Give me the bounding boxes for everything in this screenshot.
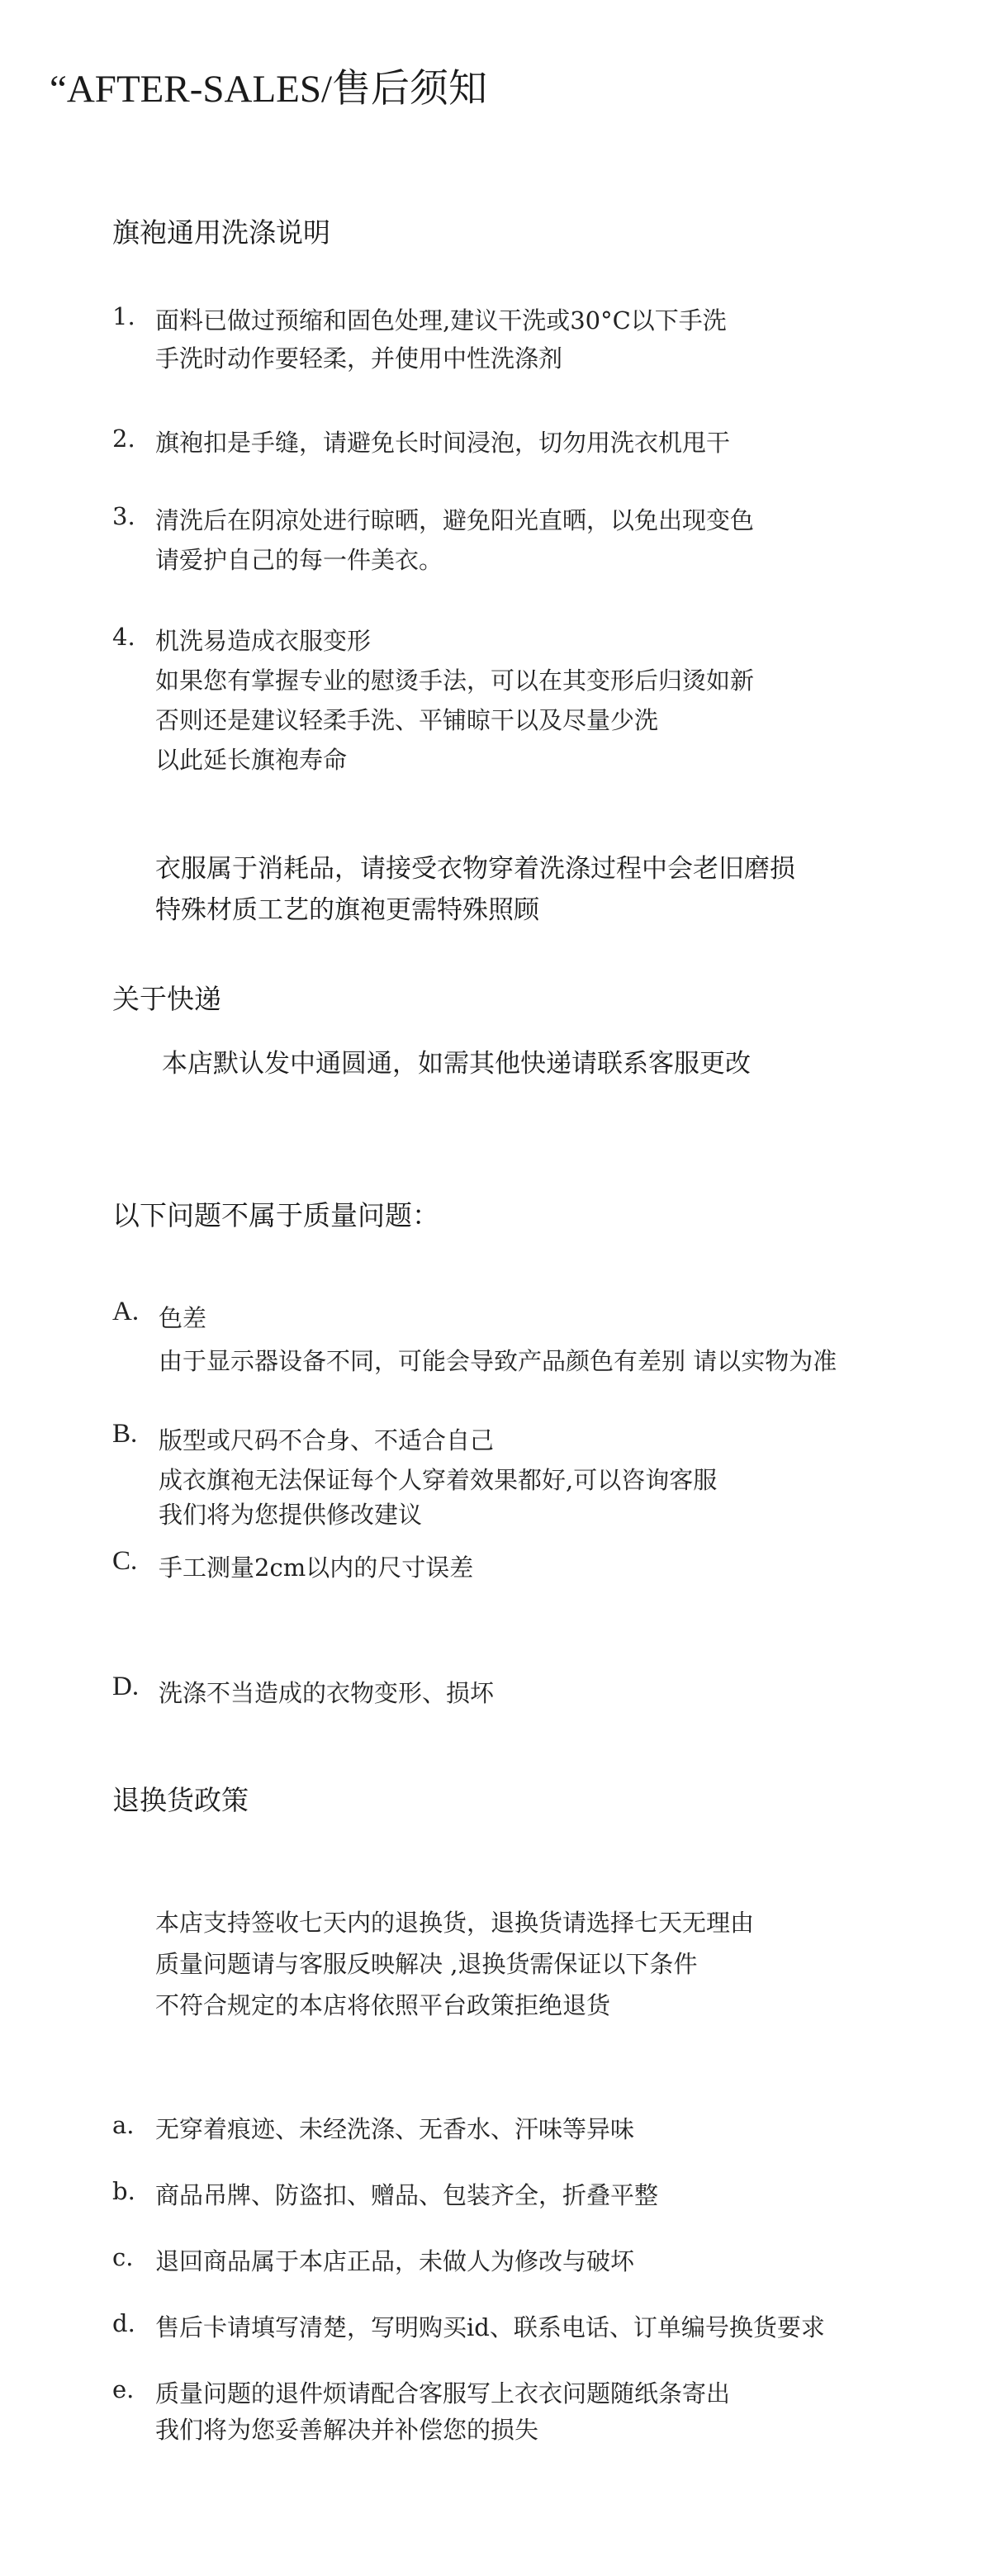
quality-item-d-label: 洗涤不当造成的衣物变形、损坏 [159, 1679, 495, 1707]
returns-item-d-letter: d. [112, 2309, 135, 2337]
page-title: “AFTER-SALES/售后须知 [50, 68, 488, 111]
washing-item-4-line-2: 如果您有掌握专业的慰烫手法，可以在其变形后归烫如新 [155, 667, 755, 695]
washing-note-line-2: 特殊材质工艺的旗袍更需特殊照顾 [155, 895, 539, 925]
washing-item-4-number: 4. [112, 623, 135, 651]
washing-note-line-1: 衣服属于消耗品，请接受衣物穿着洗涤过程中会老旧磨损 [155, 854, 795, 884]
returns-item-e-letter: e. [112, 2375, 135, 2403]
quality-item-a-line-1: 由于显示器设备不同，可能会导致产品颜色有差别 请以实物为准 [159, 1347, 837, 1375]
returns-intro-line-1: 本店支持签收七天内的退换货，退换货请选择七天无理由 [155, 1909, 755, 1937]
returns-item-d-line-1: 售后卡请填写清楚，写明购买id、联系电话、订单编号换货要求 [155, 2313, 825, 2341]
washing-item-4-line-1: 机洗易造成衣服变形 [155, 627, 372, 655]
washing-item-4-line-4: 以此延长旗袍寿命 [155, 746, 348, 774]
returns-item-c-letter: c. [112, 2243, 134, 2271]
returns-heading: 退换货政策 [112, 1784, 249, 1816]
returns-item-e-line-1: 质量问题的退件烦请配合客服写上衣衣问题随纸条寄出 [155, 2379, 731, 2408]
quality-item-a-label: 色差 [159, 1304, 207, 1332]
quality-item-b-line-1: 成衣旗袍无法保证每个人穿着效果都好,可以咨询客服 [159, 1466, 718, 1494]
quality-item-c-label: 手工测量2cm以内的尺寸误差 [159, 1554, 474, 1582]
returns-item-a-letter: a. [112, 2111, 135, 2139]
washing-item-2-number: 2. [112, 425, 135, 453]
washing-item-4-line-3: 否则还是建议轻柔手洗、平铺晾干以及尽量少洗 [155, 706, 659, 734]
quality-heading: 以下问题不属于质量问题： [112, 1199, 439, 1231]
returns-item-b-letter: b. [112, 2177, 135, 2205]
quality-item-c-letter: C. [112, 1546, 138, 1576]
returns-intro-line-3: 不符合规定的本店将依照平台政策拒绝退货 [155, 1991, 611, 2019]
quality-item-a-letter: A. [112, 1297, 140, 1326]
express-text: 本店默认发中通圆通，如需其他快递请联系客服更改 [162, 1049, 751, 1079]
returns-item-c-line-1: 退回商品属于本店正品，未做人为修改与破坏 [155, 2247, 635, 2275]
returns-intro-line-2: 质量问题请与客服反映解决 ,退换货需保证以下条件 [155, 1950, 698, 1978]
washing-item-3-number: 3. [112, 502, 135, 530]
quality-item-d-letter: D. [112, 1672, 140, 1701]
returns-item-b-line-1: 商品吊牌、防盗扣、赠品、包装齐全，折叠平整 [155, 2181, 659, 2209]
washing-item-2-line-1: 旗袍扣是手缝，请避免长时间浸泡，切勿用洗衣机甩干 [155, 429, 731, 457]
washing-item-3-line-1: 清洗后在阴凉处进行晾晒，避免阳光直晒，以免出现变色 [155, 506, 755, 534]
washing-heading: 旗袍通用洗涤说明 [112, 216, 330, 249]
washing-item-3-line-2: 请爱护自己的每一件美衣。 [155, 546, 443, 574]
returns-item-a-line-1: 无穿着痕迹、未经洗涤、无香水、汗味等异味 [155, 2115, 635, 2143]
quality-item-b-label: 版型或尺码不合身、不适合自己 [159, 1426, 495, 1454]
quality-item-b-letter: B. [112, 1419, 138, 1449]
quality-item-b-line-2: 我们将为您提供修改建议 [159, 1501, 423, 1529]
returns-item-e-line-2: 我们将为您妥善解决并补偿您的损失 [155, 2416, 539, 2444]
express-heading: 关于快递 [112, 983, 221, 1015]
washing-item-1-line-1: 面料已做过预缩和固色处理,建议干洗或30°C以下手洗 [155, 306, 727, 334]
washing-item-1-line-2: 手洗时动作要轻柔，并使用中性洗涤剂 [155, 344, 563, 372]
washing-item-1-number: 1. [112, 302, 135, 330]
